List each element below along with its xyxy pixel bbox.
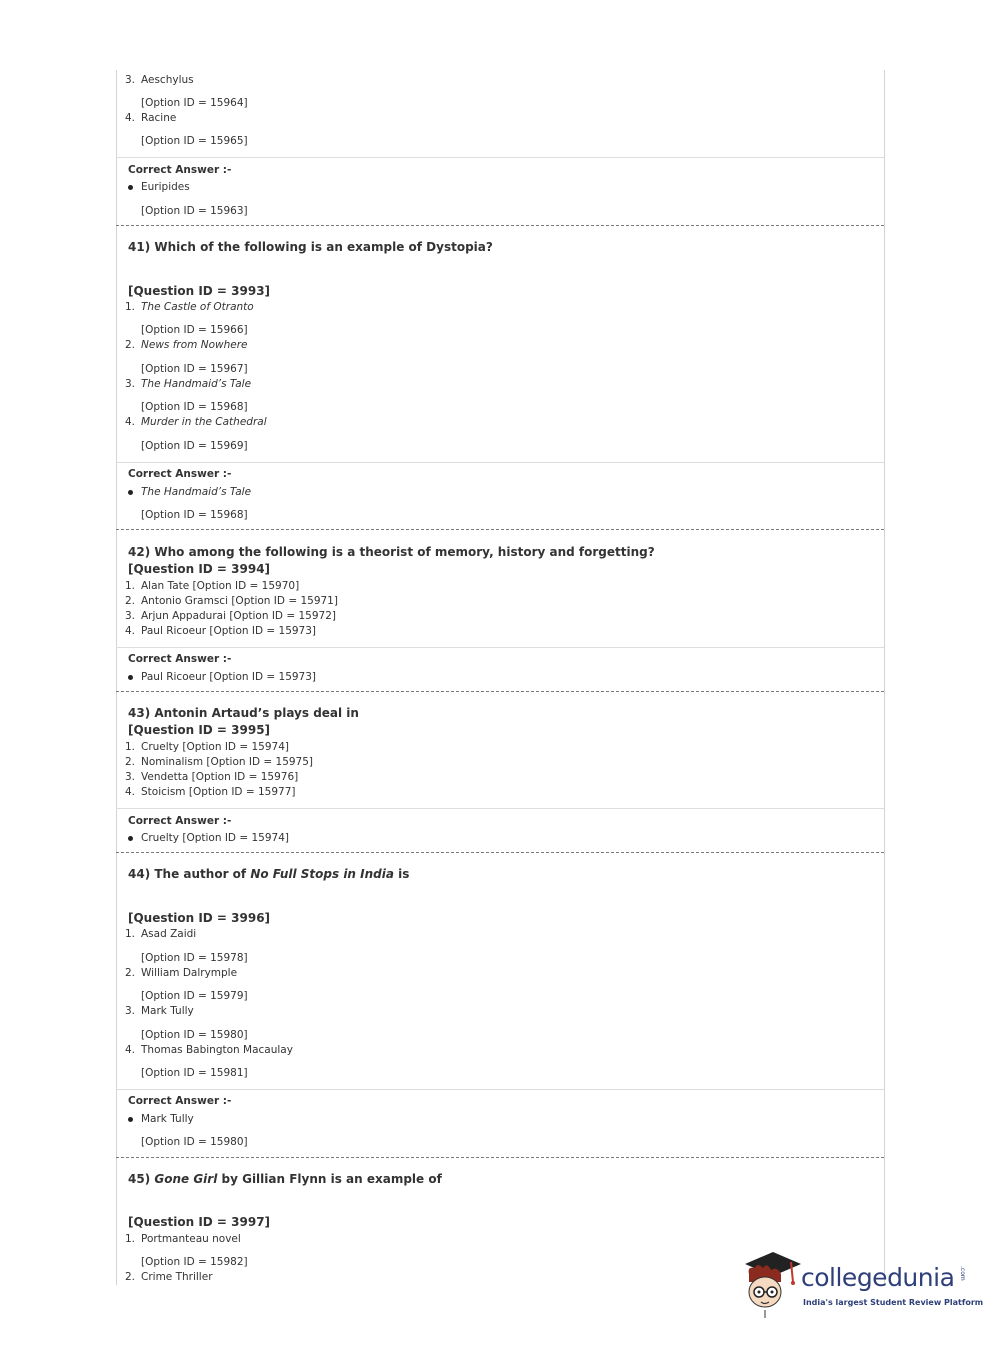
option-text: Crime Thriller <box>141 1271 213 1283</box>
question-number: 42) <box>128 545 151 559</box>
option-number: 4. <box>125 625 136 637</box>
option-text: The Handmaid’s Tale <box>141 378 252 390</box>
logo-wordmark: collegedunia <box>801 1263 955 1292</box>
question-separator <box>116 691 884 692</box>
bullet-icon <box>128 185 133 190</box>
option-text: William Dalrymple <box>141 967 238 979</box>
correct-answer-text: Euripides <box>141 181 190 193</box>
question-stem: Who among the following is a theorist of memory, history and forgetting? <box>154 545 655 559</box>
divider <box>116 157 884 158</box>
bullet-icon <box>128 836 133 841</box>
option-number: 3. <box>125 1005 136 1017</box>
option-number: 3. <box>125 771 136 783</box>
question-stem-italic: Gone Girl <box>154 1172 218 1186</box>
option-number: 4. <box>125 112 136 124</box>
question-stem-end: is <box>393 867 410 881</box>
option-number: 3. <box>125 610 136 622</box>
option-number: 4. <box>125 1044 136 1056</box>
question-text <box>128 545 655 560</box>
question-separator <box>116 529 884 530</box>
option-number: 1. <box>125 1233 136 1245</box>
option-number: 2. <box>125 339 136 351</box>
option-id: [Option ID = 15982] <box>141 1256 248 1268</box>
collegedunia-logo[interactable] <box>741 1248 984 1320</box>
question-id: [Question ID = 3994] <box>128 562 271 576</box>
option-number: 4. <box>125 416 136 428</box>
question-stem: Which of the following is an example of Dystopia? <box>154 240 493 254</box>
divider <box>116 462 884 463</box>
option-number: 1. <box>125 301 136 313</box>
correct-answer-label: Correct Answer :- <box>128 164 232 176</box>
option-text: Aeschylus <box>141 74 194 86</box>
question-text <box>128 240 493 255</box>
option-id: [Option ID = 15967] <box>141 363 248 375</box>
correct-answer-text: Mark Tully <box>141 1113 194 1125</box>
question-stem: The author of <box>154 867 251 881</box>
divider <box>116 1089 884 1090</box>
correct-answer-text: Cruelty [Option ID = 15974] <box>141 832 289 844</box>
option-id: [Option ID = 15978] <box>141 952 248 964</box>
correct-answer-id: [Option ID = 15980] <box>141 1136 248 1148</box>
option-text: The Castle of Otranto <box>141 301 254 313</box>
correct-answer-id: [Option ID = 15968] <box>141 509 248 521</box>
question-id: [Question ID = 3995] <box>128 723 271 737</box>
option-number: 3. <box>125 74 136 86</box>
student-mascot-icon <box>741 1248 803 1320</box>
bullet-icon <box>128 675 133 680</box>
option-id: [Option ID = 15968] <box>141 401 248 413</box>
question-text <box>128 867 409 882</box>
correct-answer-label: Correct Answer :- <box>128 468 232 480</box>
option-id: [Option ID = 15969] <box>141 440 248 452</box>
option-id: [Option ID = 15966] <box>141 324 248 336</box>
question-separator <box>116 225 884 226</box>
option-number: 4. <box>125 786 136 798</box>
option-number: 1. <box>125 741 136 753</box>
correct-answer-text: The Handmaid’s Tale <box>141 486 252 498</box>
logo-tagline: India's largest Student Review Platform <box>803 1298 984 1307</box>
correct-answer-label: Correct Answer :- <box>128 815 232 827</box>
option-text: Stoicism [Option ID = 15977] <box>141 786 296 798</box>
option-text: Arjun Appadurai [Option ID = 15972] <box>141 610 336 622</box>
question-text <box>128 706 359 721</box>
page-border-right <box>884 70 885 1285</box>
question-stem-italic: No Full Stops in India <box>250 867 394 881</box>
option-text: Nominalism [Option ID = 15975] <box>141 756 314 768</box>
option-text: Portmanteau novel <box>141 1233 241 1245</box>
option-text: Vendetta [Option ID = 15976] <box>141 771 299 783</box>
option-text: News from Nowhere <box>141 339 248 351</box>
question-separator <box>116 1157 884 1158</box>
question-number: 43) <box>128 706 151 720</box>
option-text: Racine <box>141 112 177 124</box>
option-text: Mark Tully <box>141 1005 194 1017</box>
option-id: [Option ID = 15979] <box>141 990 248 1002</box>
correct-answer-label: Correct Answer :- <box>128 653 232 665</box>
question-separator <box>116 852 884 853</box>
option-number: 2. <box>125 1271 136 1283</box>
option-text: Thomas Babington Macaulay <box>141 1044 293 1056</box>
correct-answer-id: [Option ID = 15963] <box>141 205 248 217</box>
question-stem-end: by Gillian Flynn is an example of <box>217 1172 442 1186</box>
option-text: Alan Tate [Option ID = 15970] <box>141 580 300 592</box>
option-number: 2. <box>125 595 136 607</box>
divider <box>116 647 884 648</box>
option-id: [Option ID = 15964] <box>141 97 248 109</box>
question-number: 44) <box>128 867 151 881</box>
option-id: [Option ID = 15980] <box>141 1029 248 1041</box>
option-text: Paul Ricoeur [Option ID = 15973] <box>141 625 317 637</box>
option-number: 3. <box>125 378 136 390</box>
divider <box>116 808 884 809</box>
bullet-icon <box>128 1117 133 1122</box>
option-text: Cruelty [Option ID = 15974] <box>141 741 289 753</box>
bullet-icon <box>128 490 133 495</box>
question-id: [Question ID = 3993] <box>128 284 271 298</box>
option-id: [Option ID = 15965] <box>141 135 248 147</box>
option-text: Asad Zaidi <box>141 928 197 940</box>
option-number: 1. <box>125 928 136 940</box>
question-id: [Question ID = 3997] <box>128 1215 271 1229</box>
option-text: Antonio Gramsci [Option ID = 15971] <box>141 595 338 607</box>
correct-answer-label: Correct Answer :- <box>128 1095 232 1107</box>
question-stem: Antonin Artaud’s plays deal in <box>154 706 359 720</box>
option-number: 2. <box>125 756 136 768</box>
option-text: Murder in the Cathedral <box>141 416 267 428</box>
option-number: 1. <box>125 580 136 592</box>
correct-answer-text: Paul Ricoeur [Option ID = 15973] <box>141 671 317 683</box>
page-border-left <box>116 70 117 1285</box>
question-text <box>128 1172 442 1187</box>
question-id: [Question ID = 3996] <box>128 911 271 925</box>
option-id: [Option ID = 15981] <box>141 1067 248 1079</box>
logo-dotcom: .com <box>959 1266 966 1281</box>
question-number: 45) <box>128 1172 151 1186</box>
option-number: 2. <box>125 967 136 979</box>
question-number: 41) <box>128 240 151 254</box>
